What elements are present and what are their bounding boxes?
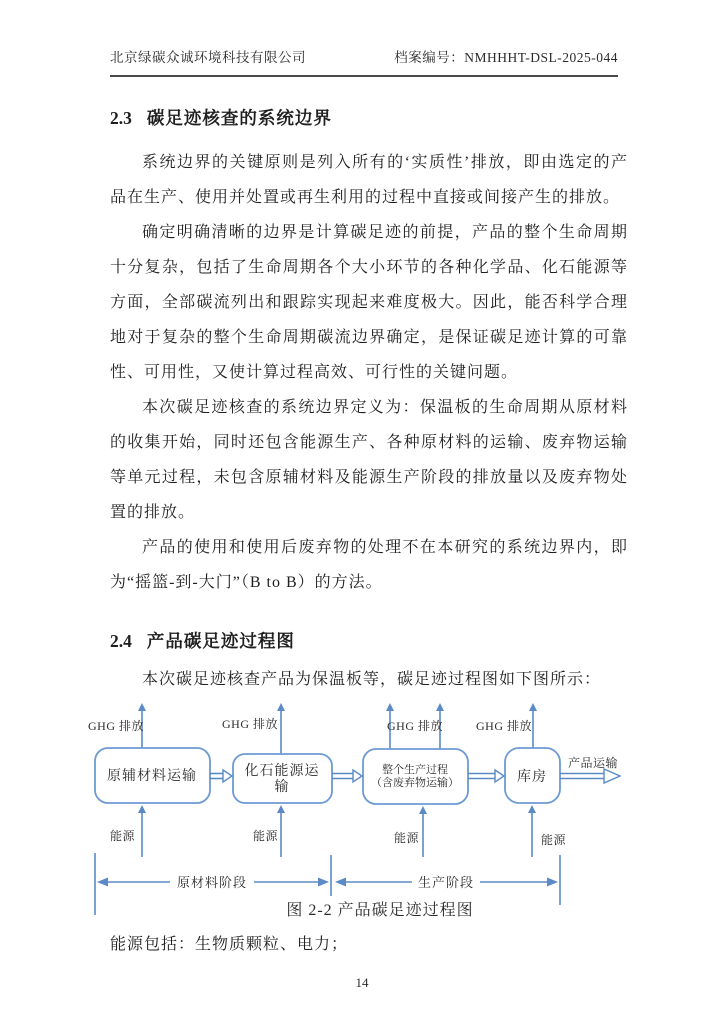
ghg-emission-label: GHG 排放 bbox=[387, 719, 443, 733]
section-2-4-heading bbox=[110, 628, 628, 653]
section-2-3-body bbox=[110, 145, 628, 600]
energy-arrow bbox=[419, 806, 427, 857]
ghg-emission-label: GHG 排放 bbox=[222, 717, 278, 731]
header-company: 北京绿碳众诚环境科技有限公司 bbox=[110, 50, 306, 65]
paragraph: 系统边界的关键原则是列入所有的‘实质性’排放，即由选定的产品在生产、使用并处置或再生利用的过程中直接或间接产生的排放。 bbox=[110, 154, 628, 206]
carbon-footprint-process-diagram bbox=[0, 699, 724, 927]
stage-span-raw-material bbox=[97, 875, 329, 890]
svg-text:输: 输 bbox=[274, 780, 290, 795]
product-transport-label: 产品运输 bbox=[568, 756, 619, 770]
energy-label: 能源 bbox=[541, 833, 567, 847]
energy-arrow bbox=[138, 805, 146, 857]
ghg-emission-label: GHG 排放 bbox=[88, 719, 144, 733]
stage-label-raw-material: 原材料阶段 bbox=[176, 875, 248, 890]
stage-span-production bbox=[335, 875, 558, 890]
page-number: 14 bbox=[355, 975, 369, 990]
energy-arrow bbox=[528, 805, 536, 857]
process-box-whole-production bbox=[363, 749, 468, 804]
paragraph: 本次碳足迹核查的系统边界定义为：保温板的生命周期从原材料的收集开始，同时还包含能源生产、各种原材料的运输、废弃物运输等单元过程，未包含原辅材料及能源生产阶段的排放量以及废弃物处置的排放。 bbox=[110, 399, 628, 521]
energy-label: 能源 bbox=[110, 829, 136, 843]
section-2-3-number: 2.3 bbox=[110, 108, 132, 128]
connector-arrow bbox=[332, 770, 362, 782]
section-2-3-title: 碳足迹核查的系统边界 bbox=[146, 108, 332, 128]
energy-label: 能源 bbox=[394, 831, 420, 845]
ghg-arrow bbox=[277, 703, 285, 754]
connector-arrow bbox=[468, 770, 504, 782]
svg-text:整个生产过程: 整个生产过程 bbox=[382, 764, 448, 776]
energy-arrow bbox=[277, 805, 285, 857]
section-2-4-title: 产品碳足迹过程图 bbox=[146, 631, 295, 651]
header-archive-number: 档案编号：NMHHHT-DSL-2025-044 bbox=[394, 50, 618, 65]
svg-text:库房: 库房 bbox=[517, 770, 547, 785]
process-box-fossil-energy-transport bbox=[233, 754, 332, 803]
energy-note: 能源包括：生物质颗粒、电力； bbox=[110, 936, 349, 953]
product-transport-arrow bbox=[560, 769, 620, 783]
svg-text:原辅材料运输: 原辅材料运输 bbox=[107, 769, 197, 784]
paragraph: 产品的使用和使用后废弃物的处理不在本研究的系统边界内，即为“摇篮-到-大门”（B to B）的方法。 bbox=[110, 539, 628, 591]
process-box-warehouse bbox=[505, 748, 560, 803]
paragraph: 确定明确清晰的边界是计算碳足迹的前提，产品的整个生命周期十分复杂，包括了生命周期各个大小环节的各种化学品、化石能源等方面，全部碳流列出和跟踪实现起来难度极大。因此，能否科学合理地对于复杂的整个生命周期碳流边界确定，是保证碳足迹计算的可靠性、可用性，又使计算过程高效、可行性的关键问题。 bbox=[110, 224, 628, 381]
section-2-3-heading bbox=[110, 105, 628, 130]
ghg-emission-label: GHG 排放 bbox=[476, 719, 532, 733]
svg-text:（含废弃物运输）: （含废弃物运输） bbox=[371, 777, 459, 789]
section-2-4-body bbox=[110, 662, 628, 697]
paragraph: 本次碳足迹核查产品为保温板等，碳足迹过程图如下图所示： bbox=[142, 671, 602, 688]
process-box-raw-material-transport bbox=[95, 748, 210, 803]
connector-arrow bbox=[210, 770, 232, 782]
section-2-4-number: 2.4 bbox=[110, 631, 132, 651]
stage-label-production: 生产阶段 bbox=[417, 875, 475, 890]
energy-label: 能源 bbox=[253, 829, 279, 843]
page-header bbox=[110, 46, 618, 77]
figure-caption: 图 2-2 产品碳足迹过程图 bbox=[286, 902, 474, 919]
svg-text:化石能源运: 化石能源运 bbox=[244, 764, 320, 779]
